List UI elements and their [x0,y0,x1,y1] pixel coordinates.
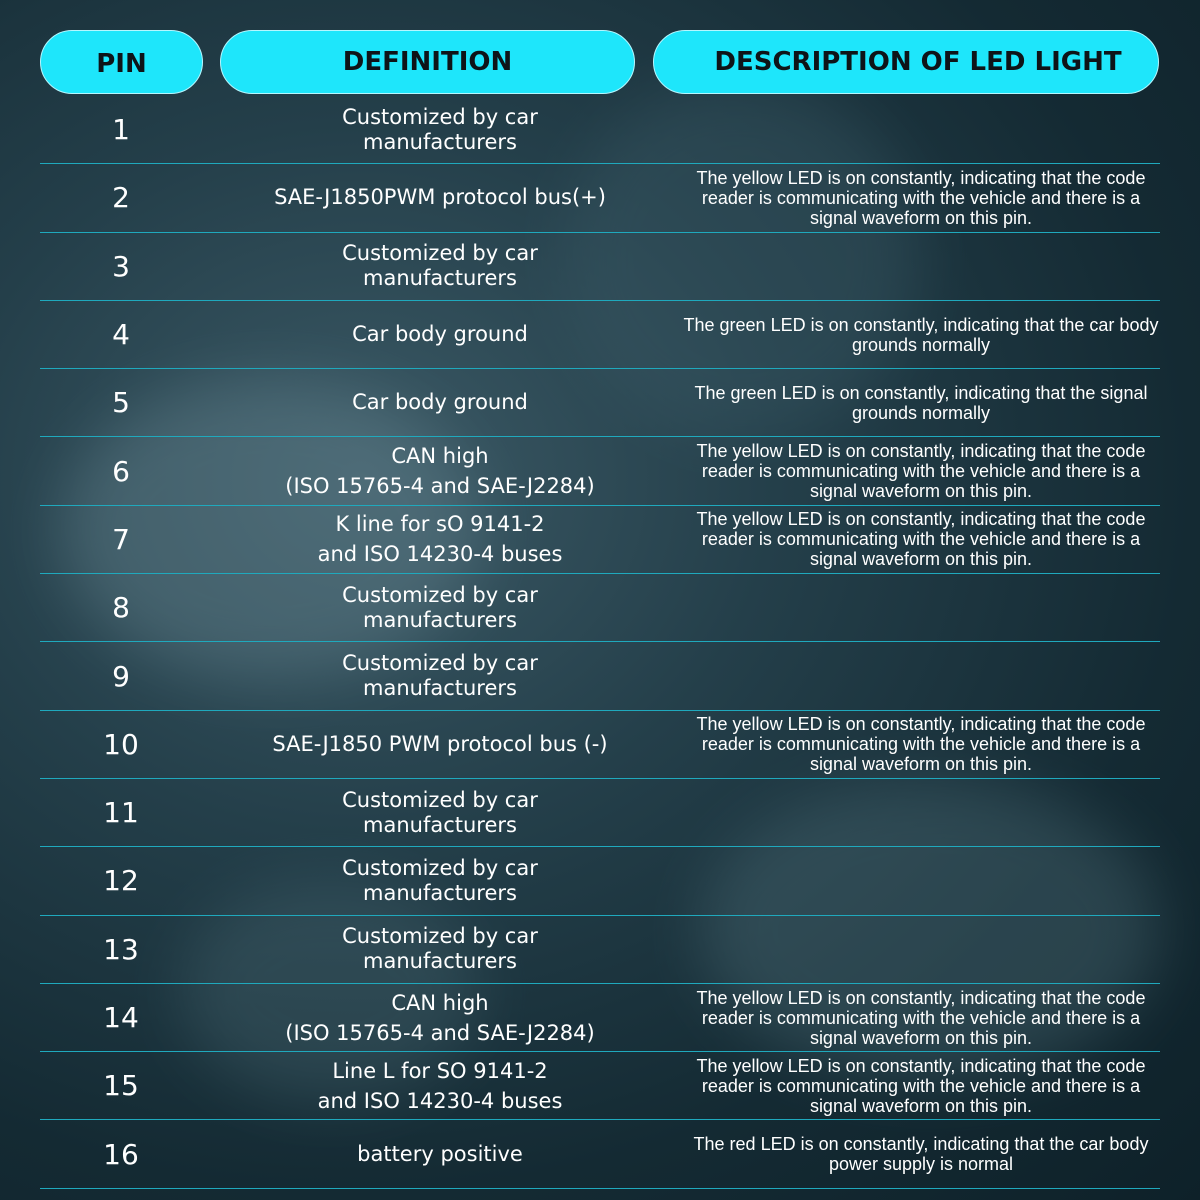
led-description: The green LED is on constantly, indicating that the car body grounds normally [683,314,1159,355]
pin-number: 13 [103,932,139,966]
pin-number: 12 [103,864,139,898]
pin-definition: battery positive [357,1141,523,1166]
pin-number: 2 [112,181,130,215]
header-definition: DEFINITION [220,30,635,94]
pin-number: 10 [103,727,139,761]
pin-definition: CAN high (ISO 15765-4 and SAE-J2284) [285,444,595,499]
table-row [40,437,1160,505]
pin-definition: Customized by car manufacturers [342,924,538,974]
pin-number: 6 [112,454,130,488]
pin-number: 8 [112,591,130,625]
table-row [40,301,1160,369]
pin-definition: Customized by car manufacturers [342,241,538,291]
pin-number: 11 [103,796,139,830]
pin-definition: SAE-J1850PWM protocol bus(+) [274,185,606,210]
table-row [40,984,1160,1052]
pin-definition: K line for sO 9141-2 and ISO 14230-4 buses [317,512,563,567]
pin-number: 3 [112,249,130,283]
pin-definition: Customized by car manufacturers [342,104,538,154]
table-row [40,233,1160,301]
pin-definition: Customized by car manufacturers [342,855,538,905]
pin-number: 14 [103,1001,139,1034]
led-description [680,847,1162,914]
pin-number: 1 [112,113,130,147]
table-row [40,96,1160,164]
led-description: The yellow LED is on constantly, indicating that the code reader is communicating with the vehicle and there is a signal waveform on this pin. [696,509,1146,570]
header-led-description: DESCRIPTION OF LED LIGHT [653,30,1159,94]
pin-definition: Customized by car manufacturers [342,651,538,701]
table-row [40,711,1160,779]
led-description [680,574,1162,641]
table-row [40,506,1160,574]
header-pin: PIN [40,30,203,94]
table-row [40,642,1160,710]
led-description: The yellow LED is on constantly, indicating that the code reader is communicating with the vehicle and there is a signal waveform on this pin. [696,1055,1146,1116]
table-row [40,847,1160,915]
led-description: The yellow LED is on constantly, indicating that the code reader is communicating with the vehicle and there is a signal waveform on this pin. [696,714,1146,775]
pin-number: 4 [112,318,130,352]
pin-definition: SAE-J1850 PWM protocol bus (-) [272,731,608,756]
led-description: The yellow LED is on constantly, indicating that the code reader is communicating with the vehicle and there is a signal waveform on this pin. [696,167,1146,228]
table-row [40,916,1160,984]
pin-number: 5 [112,386,130,420]
table-row [40,369,1160,437]
table-row [40,1052,1160,1120]
table-row [40,779,1160,847]
led-description: The yellow LED is on constantly, indicating that the code reader is communicating with the vehicle and there is a signal waveform on this pin. [696,987,1146,1048]
table-row [40,1120,1160,1188]
pin-definition: Car body ground [352,390,528,415]
led-description [680,642,1162,709]
table-row [40,164,1160,232]
led-description [680,96,1162,163]
led-description: The yellow LED is on constantly, indicating that the code reader is communicating with the vehicle and there is a signal waveform on this pin. [696,441,1146,502]
pin-number: 9 [112,659,130,693]
pin-definition: Customized by car manufacturers [342,582,538,632]
pin-number: 7 [112,522,130,556]
led-description [680,779,1162,846]
led-description [680,233,1162,300]
led-description [680,916,1162,983]
led-description: The green LED is on constantly, indicating that the signal grounds normally [694,382,1148,423]
pin-definition: Customized by car manufacturers [342,787,538,837]
pin-number: 15 [103,1069,139,1103]
pin-definition: Line L for SO 9141-2 and ISO 14230-4 buses [317,1058,563,1113]
pin-definition: Car body ground [352,322,528,347]
table-row [40,574,1160,642]
led-description: The red LED is on constantly, indicating that the car body power supply is normal [693,1134,1149,1175]
pin-definition: CAN high (ISO 15765-4 and SAE-J2284) [285,990,595,1045]
pin-number: 16 [103,1137,139,1171]
pin-table [40,96,1160,1189]
